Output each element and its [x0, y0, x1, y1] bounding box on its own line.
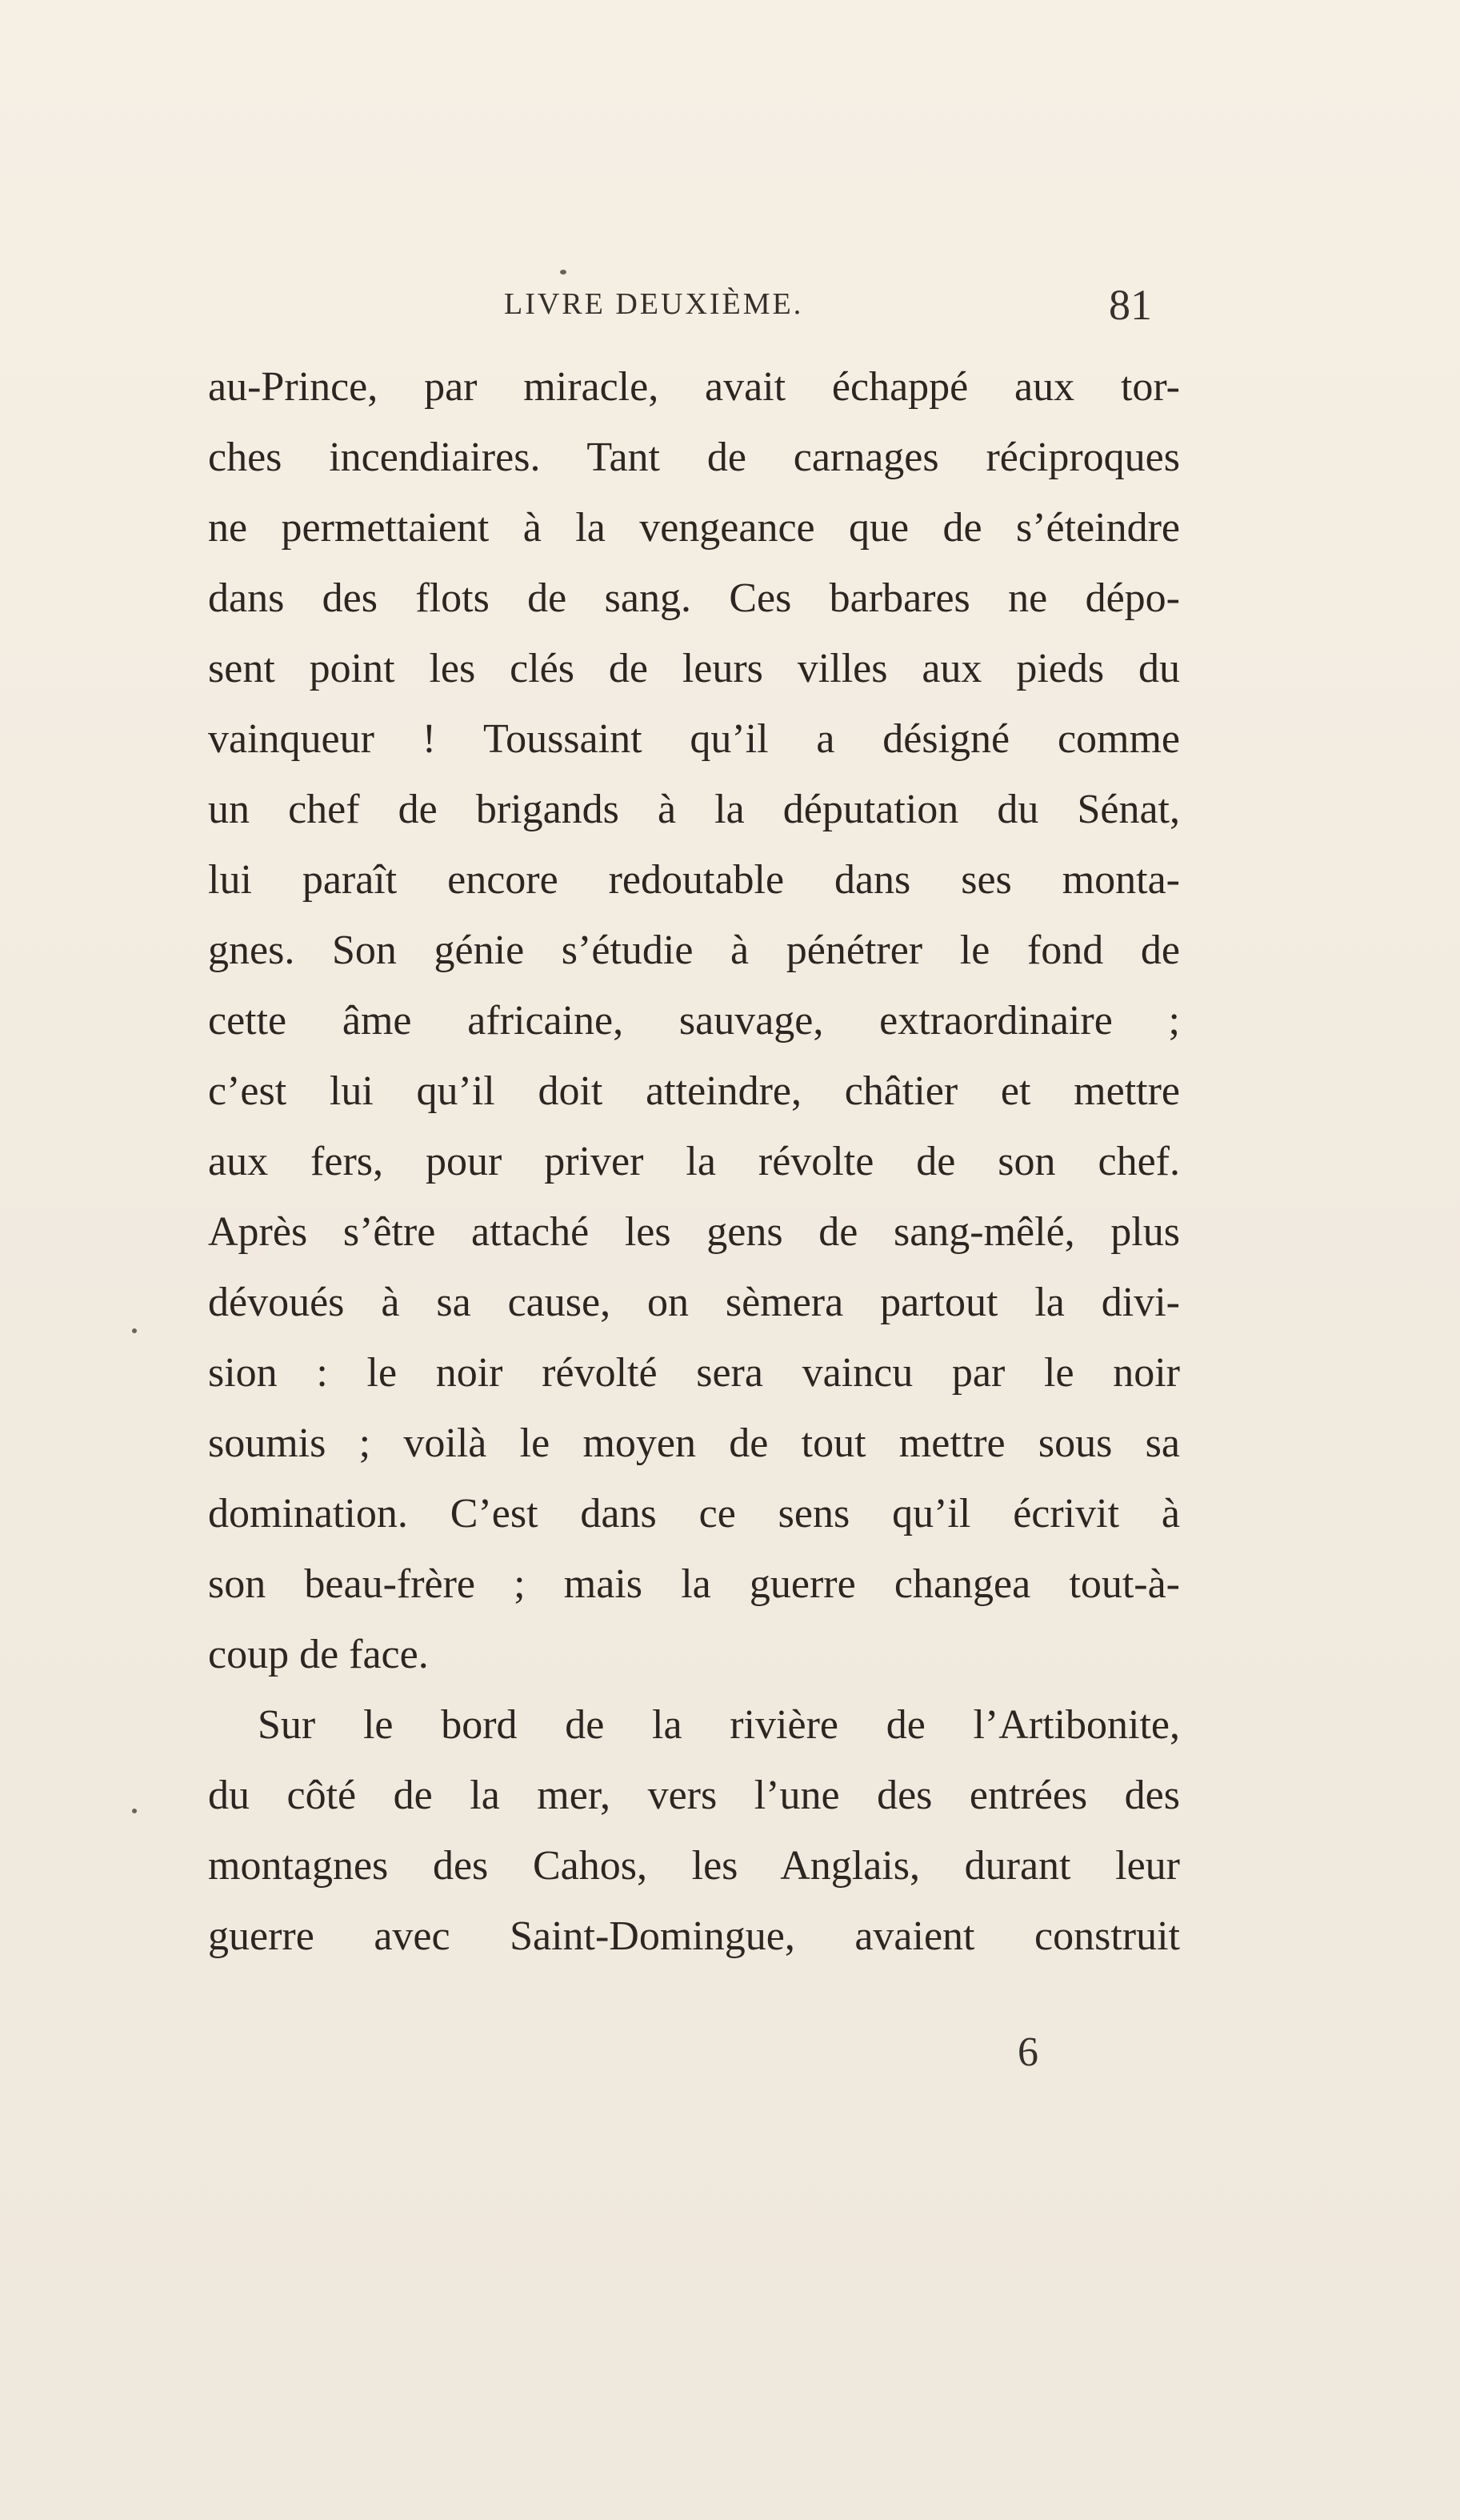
text-line: au-Prince, par miracle, avait échappé aux tor- — [208, 364, 1180, 410]
text-line: domination. C’est dans ce sens qu’il écrivit à — [208, 1491, 1180, 1536]
page-header — [208, 280, 1152, 344]
text-line: lui paraît encore redoutable dans ses monta- — [208, 857, 1180, 903]
text-line: montagnes des Cahos, les Anglais, durant leur — [208, 1843, 1180, 1889]
text-line: c’est lui qu’il doit atteindre, châtier et mettre — [208, 1068, 1180, 1114]
text-line: vainqueur ! Toussaint qu’il a désigné comme — [208, 716, 1180, 762]
paragraph-end-line: coup de face. — [208, 1632, 429, 1677]
text-line: Après s’être attaché les gens de sang-mêlé, plus — [208, 1209, 1180, 1255]
running-title: LIVRE DEUXIÈME. — [504, 287, 804, 321]
text-line: aux fers, pour priver la révolte de son chef. — [208, 1139, 1180, 1184]
paragraph-start-line: Sur le bord de la rivière de l’Artibonite, — [258, 1702, 1180, 1748]
text-line: soumis ; voilà le moyen de tout mettre sous sa — [208, 1420, 1180, 1466]
text-line: dévoués à sa cause, on sèmera partout la divi- — [208, 1280, 1180, 1325]
text-line: ches incendiaires. Tant de carnages réciproques — [208, 435, 1180, 480]
text-line: un chef de brigands à la députation du Sénat, — [208, 787, 1180, 832]
text-line: sion : le noir révolté sera vaincu par le noir — [208, 1350, 1180, 1396]
text-line: gnes. Son génie s’étudie à pénétrer le fond de — [208, 927, 1180, 973]
text-line: dans des flots de sang. Ces barbares ne dépo- — [208, 575, 1180, 621]
text-line: son beau-frère ; mais la guerre changea tout-à- — [208, 1561, 1180, 1607]
body-text — [208, 352, 1180, 1972]
text-line: ne permettaient à la vengeance que de s’éteindre — [208, 505, 1180, 551]
text-line: du côté de la mer, vers l’une des entrées des — [208, 1773, 1180, 1818]
signature-mark: 6 — [1018, 2029, 1038, 2075]
ink-fleck — [132, 1809, 137, 1813]
ink-fleck — [132, 1328, 137, 1333]
ink-fleck — [560, 270, 566, 274]
text-line: guerre avec Saint-Domingue, avaient construit — [208, 1913, 1180, 1959]
page-number: 81 — [1109, 281, 1152, 329]
text-line: cette âme africaine, sauvage, extraordinaire ; — [208, 998, 1180, 1044]
text-line: sent point les clés de leurs villes aux pieds du — [208, 646, 1180, 691]
